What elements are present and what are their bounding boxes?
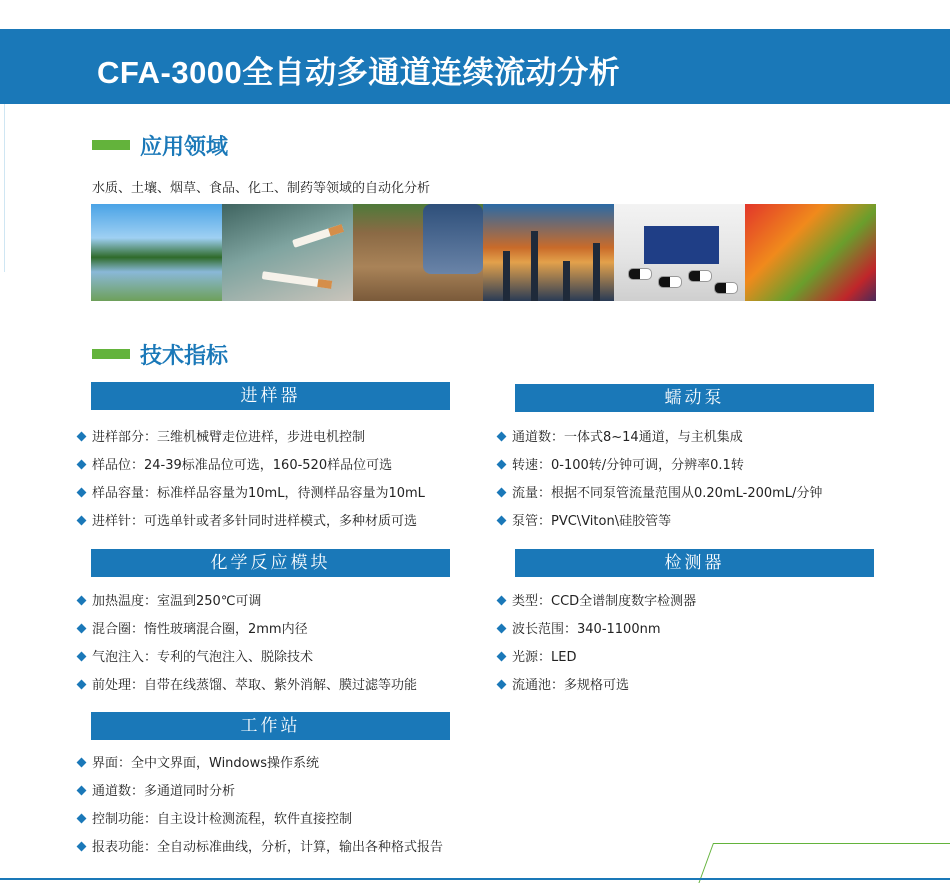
photo-chemical [483,204,614,301]
decorative-line [698,843,714,883]
diamond-icon [497,516,507,526]
spec-item: 类型：CCD全谱制度数字检测器 [498,590,696,609]
left-divider [4,104,5,272]
diamond-icon [77,432,87,442]
diamond-icon [77,814,87,824]
pump-heading: 蠕动泵 [515,384,874,412]
spec-item: 加热温度：室温到250℃可调 [78,590,261,609]
spec-item: 进样部分：三维机械臂走位进样，步进电机控制 [78,426,365,445]
photo-soil [353,204,484,301]
diamond-icon [497,596,507,606]
decorative-line [713,843,950,844]
cigarette-shape [262,271,332,289]
spec-item: 通道数：一体式8~14通道，与主机集成 [498,426,743,445]
diamond-icon [77,652,87,662]
diamond-icon [497,652,507,662]
spec-item: 样品位：24-39标准品位可选，160-520样品位可选 [78,454,392,473]
spec-item: 光源：LED [498,646,576,665]
spec-item: 泵管：PVC\Viton\硅胶管等 [498,510,671,529]
capsule-shape [714,282,738,294]
photo-tobacco [222,204,353,301]
diamond-icon [77,842,87,852]
photo-water [91,204,222,301]
spec-item: 波长范围：340-1100nm [498,618,661,637]
diamond-icon [77,624,87,634]
chimney-shape [563,261,570,301]
detector-heading: 检测器 [515,549,874,577]
spec-item: 前处理：自带在线蒸馏、萃取、紫外消解、膜过滤等功能 [78,674,417,693]
spec-item: 混合圈：惰性玻璃混合圈，2mm内径 [78,618,308,637]
spec-item: 控制功能：自主设计检测流程，软件直接控制 [78,808,352,827]
diamond-icon [497,488,507,498]
spec-item: 报表功能：全自动标准曲线，分析，计算，输出各种格式报告 [78,836,443,855]
diamond-icon [497,460,507,470]
application-photo-strip [91,204,876,301]
diamond-icon [77,596,87,606]
capsule-shape [688,270,712,282]
section-title: 技术指标 [140,344,229,369]
spec-item: 界面：全中文界面，Windows操作系统 [78,752,319,771]
spec-item: 流通池：多规格可选 [498,674,629,693]
section-title: 应用领域 [140,135,229,160]
section-marker [92,349,130,359]
reaction-heading: 化学反应模块 [91,549,450,577]
capsule-shape [628,268,652,280]
spec-item: 气泡注入：专利的气泡注入、脱除技术 [78,646,313,665]
medicine-box [644,226,719,264]
diamond-icon [497,432,507,442]
chimney-shape [531,231,538,301]
section-marker [92,140,130,150]
diamond-icon [77,786,87,796]
hands-shape [423,204,483,274]
spec-item: 流量：根据不同泵管流量范围从0.20mL-200mL/分钟 [498,482,822,501]
diamond-icon [497,680,507,690]
cigarette-shape [292,224,344,248]
diamond-icon [77,758,87,768]
spec-item: 转速：0-100转/分钟可调，分辨率0.1转 [498,454,744,473]
workstation-heading: 工作站 [91,712,450,740]
diamond-icon [77,516,87,526]
diamond-icon [497,624,507,634]
diamond-icon [77,680,87,690]
photo-food [745,204,876,301]
chimney-shape [593,243,600,301]
sampler-heading: 进样器 [91,382,450,410]
spec-item: 样品容量：标准样品容量为10mL，待测样品容量为10mL [78,482,425,501]
chimney-shape [503,251,510,301]
capsule-shape [658,276,682,288]
page-title: CFA-3000全自动多通道连续流动分析 [97,55,621,90]
photo-pharma [614,204,745,301]
bottom-border [0,878,950,880]
spec-item: 进样针：可选单针或者多针同时进样模式，多种材质可选 [78,510,417,529]
diamond-icon [77,488,87,498]
application-description: 水质、土壤、烟草、食品、化工、制药等领域的自动化分析 [92,181,431,196]
diamond-icon [77,460,87,470]
spec-item: 通道数：多通道同时分析 [78,780,235,799]
